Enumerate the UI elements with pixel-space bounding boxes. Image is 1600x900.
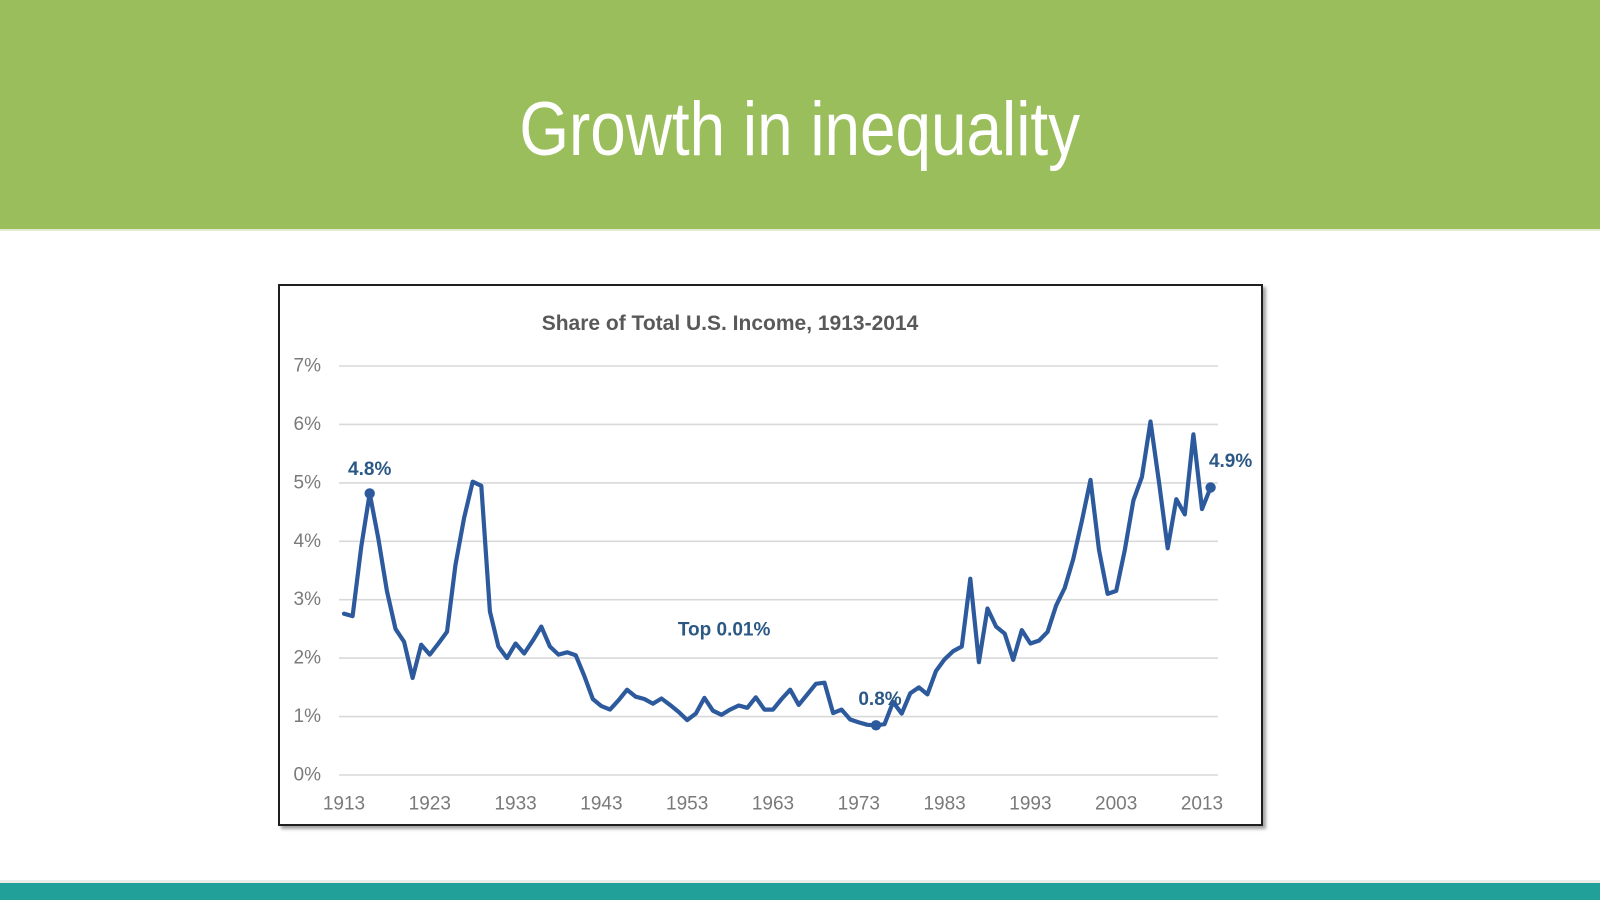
y-tick-label: 7% bbox=[293, 355, 321, 377]
y-tick-label: 4% bbox=[293, 530, 321, 552]
footer-accent-bar bbox=[0, 880, 1600, 900]
y-tick-label: 1% bbox=[293, 706, 321, 728]
data-point-marker bbox=[365, 488, 375, 498]
y-tick-label: 5% bbox=[293, 472, 321, 494]
x-tick-label: 1953 bbox=[666, 793, 709, 815]
slide-title: Growth in inequality bbox=[519, 87, 1081, 172]
x-tick-label: 1913 bbox=[322, 793, 366, 815]
chart-annotation: 4.8% bbox=[348, 458, 392, 480]
y-tick-label: 0% bbox=[293, 764, 321, 786]
chart-card bbox=[278, 284, 1263, 826]
income-share-line bbox=[344, 422, 1211, 726]
y-gridlines bbox=[339, 366, 1218, 775]
x-tick-label: 2003 bbox=[1095, 793, 1138, 815]
x-tick-label: 2013 bbox=[1180, 793, 1224, 815]
y-axis-labels bbox=[294, 356, 322, 786]
x-tick-label: 1973 bbox=[837, 793, 880, 815]
y-tick-label: 3% bbox=[293, 589, 321, 611]
chart-annotation: 0.8% bbox=[858, 688, 902, 710]
data-point-marker bbox=[1205, 482, 1215, 492]
x-tick-label: 1943 bbox=[580, 793, 623, 815]
y-tick-label: 2% bbox=[293, 647, 321, 669]
slide-header bbox=[0, 0, 1600, 231]
x-tick-label: 1993 bbox=[1009, 793, 1052, 815]
chart-title: Share of Total U.S. Income, 1913-2014 bbox=[541, 312, 919, 335]
x-tick-label: 1923 bbox=[408, 793, 451, 815]
x-tick-label: 1963 bbox=[751, 793, 795, 815]
income-share-line-chart bbox=[280, 286, 1261, 824]
x-tick-label: 1933 bbox=[494, 793, 537, 815]
chart-annotation: 4.9% bbox=[1208, 451, 1253, 472]
x-tick-label: 1983 bbox=[923, 793, 966, 815]
y-tick-label: 6% bbox=[293, 413, 321, 435]
x-axis-labels bbox=[323, 794, 1223, 815]
chart-annotation: Top 0.01% bbox=[677, 619, 771, 641]
data-point-marker bbox=[871, 720, 881, 730]
